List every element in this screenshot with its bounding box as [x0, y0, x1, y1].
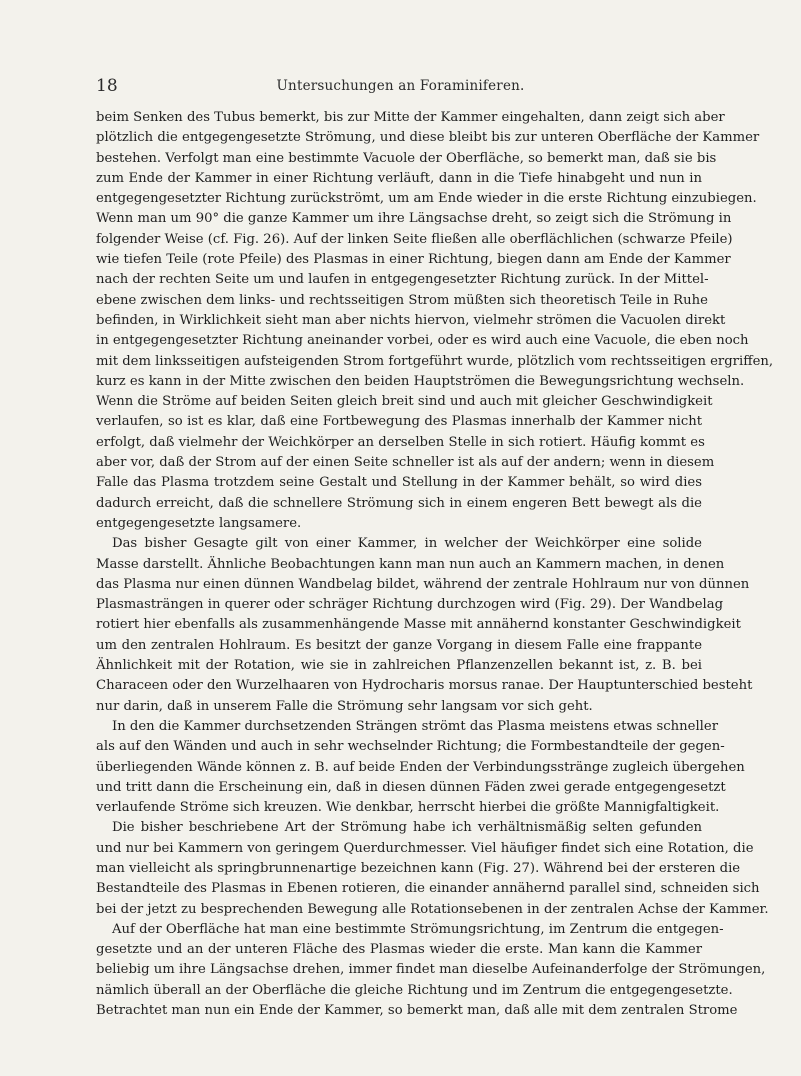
text-line: verlaufende Ströme sich kreuzen. Wie denkbar, herrscht hierbei die größte Mannigfaltigkeit.	[96, 800, 720, 816]
text-line: Masse darstellt. Ähnliche Beobachtungen kann man nun auch an Kammern machen, in denen	[96, 556, 725, 572]
text-line: mit dem linksseitigen aufsteigenden Strom fortgeführt wurde, plötzlich vom rechtsseitigen ergriffen,	[96, 353, 774, 369]
text-line: Falle das Plasma trotzdem seine Gestalt und Stellung in der Kammer behält, so wird dies	[96, 475, 702, 491]
text-line: entgegengesetzter Richtung zurückströmt, um am Ende wieder in die erste Richtung einzubiegen.	[96, 191, 757, 207]
text-line: verlaufen, so ist es klar, daß eine Fortbewegung des Plasmas innerhalb der Kammer nicht	[96, 414, 702, 430]
text-line: wie tiefen Teile (rote Pfeile) des Plasmas in einer Richtung, biegen dann am Ende der Kammer	[96, 252, 731, 268]
text-line: nach der rechten Seite um und laufen in entgegengesetzter Richtung zurück. In der Mittel-	[96, 272, 709, 288]
text-line: überliegenden Wände können z. B. auf beide Enden der Verbindungsstränge zugleich übergehen	[96, 759, 745, 775]
text-line: man vielleicht als springbrunnenartige bezeichnen kann (Fig. 27). Während bei der ersteren die	[96, 860, 741, 876]
text-line: Wenn man um 90° die ganze Kammer um ihre Längsachse dreht, so zeigt sich die Strömung in	[96, 211, 732, 227]
text-line: befinden, in Wirklichkeit sieht man aber nichts hiervon, vielmehr strömen die Vacuolen direkt	[96, 312, 726, 328]
text-line: rotiert hier ebenfalls als zusammenhängende Masse mit annähernd konstanter Geschwindigkeit	[96, 617, 741, 633]
body-text	[96, 108, 774, 1021]
text-line: Wenn die Ströme auf beiden Seiten gleich breit sind und auch mit gleicher Geschwindigkeit	[96, 394, 713, 410]
text-line: um den zentralen Hohlraum. Es besitzt der ganze Vorgang in diesem Falle eine frappante	[96, 637, 702, 653]
text-line: nur darin, daß in unserem Falle die Strömung sehr langsam vor sich geht.	[96, 698, 593, 714]
text-line: Plasmasträngen in querer oder schräger Richtung durchzogen wird (Fig. 29). Der Wandbelag	[96, 597, 724, 613]
text-line: dadurch erreicht, daß die schnellere Strömung sich in einem engeren Bett bewegt als die	[96, 495, 702, 511]
text-line: Die bisher beschriebene Art der Strömung habe ich verhältnismäßig selten gefunden	[112, 820, 702, 836]
text-line: Auf der Oberfläche hat man eine bestimmte Strömungsrichtung, im Zentrum die entgegen-	[112, 921, 724, 937]
text-line: und tritt dann die Erscheinung ein, daß in diesen dünnen Fäden zwei gerade entgegengesetzt	[96, 779, 726, 795]
text-line: erfolgt, daß vielmehr der Weichkörper an derselben Stelle in sich rotiert. Häufig kommt es	[96, 434, 705, 450]
text-line: kurz es kann in der Mitte zwischen den beiden Hauptströmen die Bewegungsrichtung wechseln.	[96, 373, 745, 389]
text-line: beliebig um ihre Längsachse drehen, immer findet man dieselbe Aufeinanderfolge der Strömungen,	[96, 962, 766, 978]
text-line: das Plasma nur einen dünnen Wandbelag bildet, während der zentrale Hohlraum nur von dünnen	[96, 576, 750, 592]
text-line: gesetzte und an der unteren Fläche des Plasmas wieder die erste. Man kann die Kammer	[96, 942, 702, 958]
running-head: Untersuchungen an Foraminiferen.	[276, 78, 525, 94]
text-line: Characeen oder den Wurzelhaaren von Hydrocharis morsus ranae. Der Hauptunterschied besteht	[96, 678, 753, 694]
text-line: bei der jetzt zu besprechenden Bewegung alle Rotationsebenen in der zentralen Achse der Kammer.	[96, 901, 769, 917]
text-line: aber vor, daß der Strom auf der einen Seite schneller ist als auf der andern; wenn in diesem	[96, 455, 715, 471]
text-line: Betrachtet man nun ein Ende der Kammer, so bemerkt man, daß alle mit dem zentralen Strome	[96, 1003, 738, 1019]
text-line: zum Ende der Kammer in einer Richtung verläuft, dann in die Tiefe hinabgeht und nun in	[96, 170, 702, 186]
text-line: Das bisher Gesagte gilt von einer Kammer, in welcher der Weichkörper eine solide	[112, 536, 702, 552]
text-line: Bestandteile des Plasmas in Ebenen rotieren, die einander annähernd parallel sind, schneiden sich	[96, 881, 760, 897]
text-line: entgegengesetzte langsamere.	[96, 515, 302, 531]
text-line: in entgegengesetzter Richtung aneinander vorbei, oder es wird auch eine Vacuole, die eben noch	[96, 333, 749, 349]
text-line: ebene zwischen dem links- und rechtsseitigen Strom müßten sich theoretisch Teile in Ruhe	[96, 292, 708, 308]
text-line: plötzlich die entgegengesetzte Strömung, und diese bleibt bis zur unteren Oberfläche der Kammer	[96, 130, 760, 146]
text-line: bestehen. Verfolgt man eine bestimmte Vacuole der Oberfläche, so bemerkt man, daß sie bis	[96, 150, 717, 166]
text-line: beim Senken des Tubus bemerkt, bis zur Mitte der Kammer eingehalten, dann zeigt sich aber	[96, 110, 725, 125]
text-line: Ähnlichkeit mit der Rotation, wie sie in zahlreichen Pflanzenzellen bekannt ist, z. B. bei	[96, 658, 702, 674]
text-line: als auf den Wänden und auch in sehr wechselnder Richtung; die Formbestandteile der gegen-	[96, 739, 725, 755]
text-line: und nur bei Kammern von geringem Querdurchmesser. Viel häufiger findet sich eine Rotation, die	[96, 840, 754, 856]
text-line: folgender Weise (cf. Fig. 26). Auf der linken Seite fließen alle oberflächlichen (schwarze Pfeile)	[96, 231, 733, 247]
text-line: nämlich überall an der Oberfläche die gleiche Richtung und im Zentrum die entgegengesetzte.	[96, 982, 733, 998]
page-number: 18	[96, 76, 118, 96]
text-line: In den die Kammer durchsetzenden Strängen strömt das Plasma meistens etwas schneller	[112, 718, 719, 734]
